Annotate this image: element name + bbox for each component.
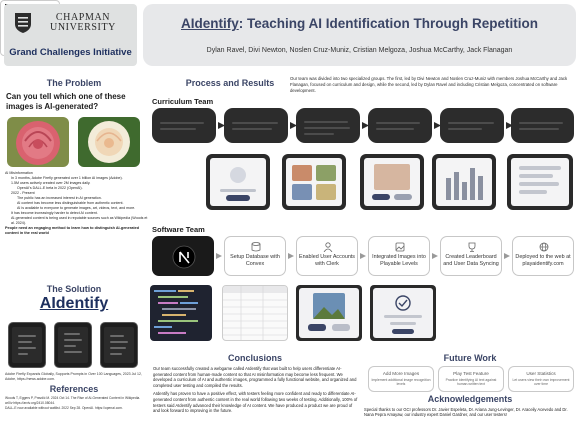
curriculum-step-card	[296, 108, 360, 143]
code-editor-screenshot	[150, 285, 212, 341]
white-rose-image	[78, 117, 140, 167]
list-item: AI Misinformation	[5, 171, 33, 175]
list-item: OpenAI's DALL-E beta in 2022 (OpenAI).	[17, 186, 83, 190]
future-work-desc: Let users view their own improvement over time	[512, 378, 570, 387]
software-step-card	[368, 236, 430, 276]
tablet-screenshot	[432, 154, 496, 210]
software-step-label: Created Leaderboard and User Data Syncing	[443, 254, 499, 267]
conclusion-paragraph: Our team successfully created a webgame called AIdentify that was built to help users differentiate AI-generated content from human-made content so that AI misinformation may become less frequent. We developed a curriculum of AI and authentic images, programmed a fully functional website, and organized and completed user testing and compiled the results.	[153, 366, 357, 388]
software-step-card	[512, 236, 574, 276]
references-list	[5, 396, 148, 410]
list-item: AI is available to everyone to generate images, art, videos, text, and more.	[17, 206, 136, 210]
software-step-label: Setup Database with Convex	[230, 254, 280, 267]
database-table-screenshot	[222, 285, 288, 341]
conclusion-paragraph: AIdentify has proven to have a positive effect, with testers feeling more confident and ready to differentiate AI-generated content from authentic content in the real world following two weeks of testing. Additionally, 100% of testers said AIdentify advanced their knowledge of AI content. We have produced a product we are proud of and look forward to improving in the future.	[153, 391, 358, 414]
list-item: 1.5M users actively created over 2M images daily.	[11, 181, 91, 185]
phone-screenshot	[54, 322, 92, 368]
reference-item: Woods T, Eggers P, Pravdić M. 2024 Oct 14. The Rise of AI-Generated Content in Wikipedia. arXiv https://arxiv.org/2410.08044.	[5, 396, 141, 405]
results-screenshot	[370, 285, 436, 341]
software-step-card	[296, 236, 358, 276]
conclusions-text	[153, 366, 358, 414]
problem-list	[5, 171, 148, 236]
red-rose-image	[7, 117, 69, 167]
game-screenshot	[296, 285, 362, 341]
tablet-screenshot	[282, 154, 346, 210]
solution-brand	[0, 295, 148, 313]
list-item: AI-generated content is being used in reputable sources such as Wikipedia (Woods et al. 2024).	[11, 216, 148, 225]
problem-question: Can you tell which one of these images is AI-generated?	[6, 92, 126, 111]
list-item: It has become increasingly harder to detect AI content.	[11, 211, 98, 215]
list-item: In 3 months, Adobe Firefly generated over 1 billion AI images (Adobe).	[11, 176, 123, 180]
globe-icon	[539, 242, 549, 252]
tablet-screenshot	[507, 154, 573, 210]
curriculum-step-card	[368, 108, 432, 143]
software-step-label: Integrated Images into Playable Levels	[372, 254, 426, 267]
author-list: Dylan Ravel, Divi Newton, Noslen Cruz-Muniz, Cristian Melgoza, Joshua McCarthy, Jack Flanagan	[206, 47, 513, 54]
curriculum-team-heading: Curriculum Team	[152, 97, 214, 106]
curriculum-step-card	[511, 108, 574, 143]
tablet-screenshot	[360, 154, 424, 210]
title-rest: : Teaching AI Identification Through Repetition	[238, 16, 538, 31]
list-item: AI content has become less distinguishable from authentic content.	[17, 201, 124, 205]
list-item: The public has an increased interest in AI generation.	[17, 196, 102, 200]
nextjs-logo-icon	[172, 245, 196, 269]
future-work-title: Add More Images	[382, 371, 420, 376]
database-icon	[251, 242, 261, 252]
tablet-screenshot	[206, 154, 270, 210]
problem-emphasis: People need an engaging method to learn how to distinguish AI-generated content in the real world	[5, 226, 140, 235]
software-team-heading: Software Team	[152, 225, 205, 234]
process-intro: Our team was divided into two specialized groups. The first, led by Divi Newton and Noslen Cruz-Muniz with members Joshua McCarthy and Jack Flanagan, focused on curriculum and design, while the second, led by Dylan Ravel and including Cristian Melgoza, concentrated on software development.	[290, 76, 568, 93]
solution-caption: Adobe Firefly Expands Globally, Supports Prompts in Over 100 Languages, 2023 Jul 12, Adobe, https://news.adobe.com.	[5, 372, 142, 381]
acknowledgements-heading: Acknowledgements	[427, 394, 513, 404]
title-banner	[143, 4, 576, 66]
arrow-right-icon	[504, 252, 511, 260]
future-work-desc: Implement additional image recognition levels	[371, 378, 431, 387]
poster-title	[143, 16, 576, 31]
future-work-heading: Future Work	[443, 353, 497, 363]
reference-item: DALL-E now available without waitlist. 2022 Sep 28. OpenAI. https://openai.com.	[5, 405, 123, 410]
software-step-label: Enabled User Accounts with Clerk	[298, 254, 356, 267]
curriculum-step-card	[224, 108, 288, 143]
arrow-right-icon	[360, 252, 367, 260]
software-step-label: Deployed to the web at playaidentify.com	[515, 254, 571, 267]
university-seal-icon	[14, 12, 32, 34]
phone-screenshot	[8, 322, 46, 368]
curriculum-step-card	[440, 108, 504, 143]
curriculum-step-card	[152, 108, 216, 143]
nextjs-step-card	[152, 236, 214, 276]
problem-heading: The Problem	[46, 78, 102, 88]
arrow-right-icon	[288, 252, 295, 260]
trophy-icon	[467, 242, 477, 252]
acknowledgements-text: Special thanks to our GCI professors Dr. Javier Espeleta, Dr. Ariana Jung-Levinger, Dr. Araceily Acevedo and Dr. Nana Pepra Amayaw, our industry expert Daniel Gardner, and our user testers!	[364, 407, 568, 418]
user-icon	[323, 242, 333, 252]
list-item: 2022 - Present	[11, 191, 35, 195]
poster-header	[0, 0, 580, 70]
brand-name: AIdentify	[39, 295, 109, 312]
solution-heading: The Solution	[46, 284, 102, 294]
phone-screenshot	[100, 322, 138, 368]
arrow-right-icon	[432, 252, 439, 260]
initiative-name: Grand Challenges Initiative	[9, 47, 132, 58]
university-logo	[4, 4, 137, 66]
image-icon	[395, 242, 405, 252]
future-work-title: User Statistics	[526, 371, 556, 376]
software-step-card	[224, 236, 286, 276]
arrow-right-icon	[216, 252, 223, 260]
future-work-card	[368, 366, 434, 392]
title-brand: AIdentify	[180, 16, 239, 31]
university-name: CHAPMAN UNIVERSITY	[50, 12, 116, 33]
future-work-desc: Practice identifying AI text against human-written text	[445, 378, 497, 387]
software-step-card	[440, 236, 502, 276]
references-heading: References	[49, 384, 99, 394]
conclusions-heading: Conclusions	[227, 353, 282, 363]
future-work-title: Play Test Feature	[453, 371, 489, 376]
future-work-card	[438, 366, 504, 392]
process-heading: Process and Results	[185, 78, 275, 88]
future-work-card	[508, 366, 574, 392]
